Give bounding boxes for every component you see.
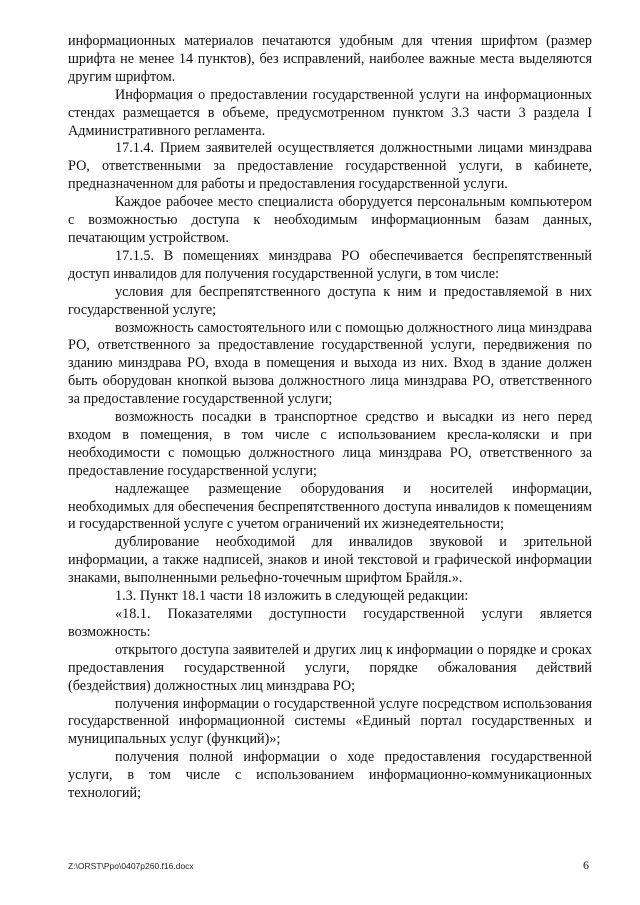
page-number: 6 [583,858,589,872]
document-body [68,33,592,803]
paragraph-10: дублирование необходимой для инвалидов звуковой и зрительной информации, а также надписей, знаков и иной текстовой и графической информации знаками, выполненными рельефно-точечным шрифтом Брайля.». [68,534,592,587]
footer-file-path: Z:\ORST\Ppo\0407p260.f16.docx [68,861,194,871]
paragraph-7: возможность самостоятельного или с помощью должностного лица минздрава РО, ответственного за предоставление государственной услуги, передвижения по зданию минздрава РО, входа в помещения и выхода из них. Вход в здание должен быть оборудован кнопкой вызова должностного лица минздрава РО, ответственного за предоставление государственной услуги; [68,319,592,408]
paragraph-3: 17.1.4. Прием заявителей осуществляется должностными лицами минздрава РО, ответственными за предоставление государственной услуги, в кабинете, предназначенном для работы и предоставления государственной услуги. [68,140,592,193]
paragraph-9: надлежащее размещение оборудования и носителей информации, необходимых для обеспечения беспрепятственного доступа инвалидов к помещениям и государственной услуге с учетом ограничений их жизнедеятельности; [68,480,592,533]
paragraph-8: возможность посадки в транспортное средство и высадки из него перед входом в помещения, в том числе с использованием кресла-коляски и при необходимости с помощью должностного лица минздрава РО, ответственного за предоставление государственной услуги; [68,409,592,479]
paragraph-2: Информация о предоставлении государственной услуги на информационных стендах размещается в объеме, предусмотренном пунктом 3.3 части 3 раздела I Административного регламента. [68,86,592,139]
paragraph-15: получения полной информации о ходе предоставления государственной услуги, в том числе с использованием информационно-коммуникационных технологий; [68,749,592,802]
paragraph-6: условия для беспрепятственного доступа к ним и предоставляемой в них государственной услуге; [68,283,592,318]
paragraph-4: Каждое рабочее место специалиста оборудуется персональным компьютером с возможностью доступа к необходимым информационным базам данных, печатающим устройством. [68,194,592,246]
paragraph-5: 17.1.5. В помещениях минздрава РО обеспечивается беспрепятственный доступ инвалидов для получения государственной услуги, в том числе: [68,247,592,282]
paragraph-14: получения информации о государственной услуге посредством использования государственной информационной системы «Единый портал государственных и муниципальных услуг (функций)»; [68,695,592,748]
paragraph-13: открытого доступа заявителей и других лиц к информации о порядке и сроках предоставления государственной услуги, порядке обжалования действий (бездействия) должностных лиц минздрава РО; [68,641,592,694]
paragraph-11: 1.3. Пункт 18.1 части 18 изложить в следующей редакции: [115,588,469,605]
paragraph-1: информационных материалов печатаются удобным для чтения шрифтом (размер шрифта не менее 14 пунктов), без исправлений, наиболее важные места выделяются другим шрифтом. [68,33,592,85]
paragraph-12: «18.1. Показателями доступности государственной услуги является возможность: [68,606,592,640]
